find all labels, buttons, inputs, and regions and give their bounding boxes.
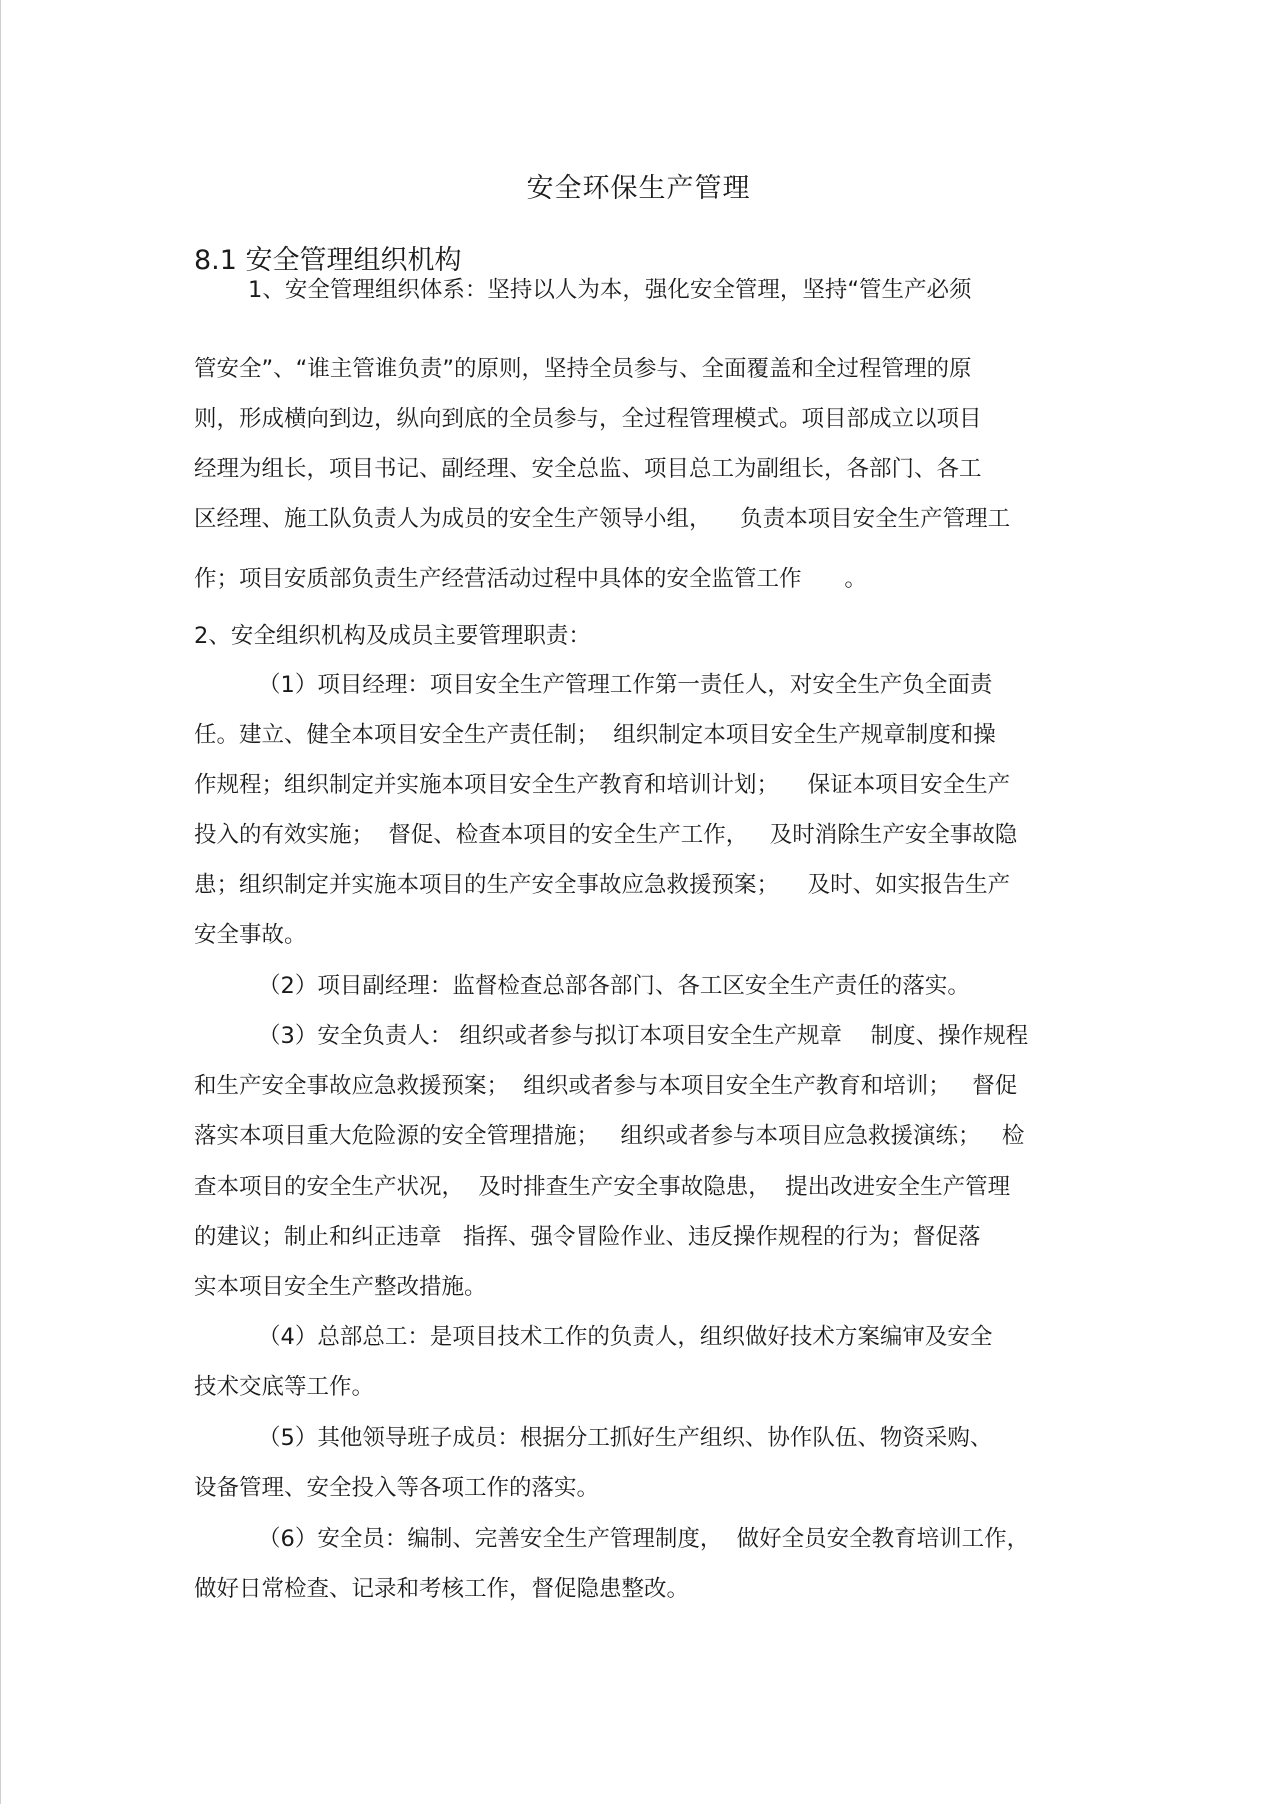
body-line-10: 作规程；组织制定并实施本项目安全生产教育和培训计划； 保证本项目安全生产 [194, 772, 1011, 798]
body-line-6: 作；项目安质部负责生产经营活动过程中具体的安全监管工作 。 [194, 566, 867, 592]
body-line-3: 则，形成横向到边，纵向到底的全员参与，全过程管理模式。项目部成立以项目 [194, 406, 982, 432]
body-line-7: 2、安全组织机构及成员主要管理职责： [194, 623, 591, 649]
body-line-20: 实本项目安全生产整改措施。 [194, 1274, 487, 1300]
body-line-17: 落实本项目重大危险源的安全管理措施； 组织或者参与本项目应急救援演练； 检 [194, 1123, 1025, 1149]
section-heading: 8.1 安全管理组织机构 [194, 245, 462, 276]
body-line-12: 患；组织制定并实施本项目的生产安全事故应急救援预案； 及时、如实报告生产 [194, 872, 1011, 898]
body-line-22: 技术交底等工作。 [194, 1374, 375, 1400]
body-line-25: （6）安全员：编制、完善安全生产管理制度， 做好全员安全教育培训工作， [258, 1526, 1030, 1552]
body-line-26: 做好日常检查、记录和考核工作，督促隐患整改。 [194, 1576, 690, 1602]
body-line-11: 投入的有效实施； 督促、检查本项目的安全生产工作， 及时消除生产安全事故隐 [194, 822, 1018, 848]
body-line-21: （4）总部总工：是项目技术工作的负责人，组织做好技术方案编审及安全 [258, 1324, 993, 1350]
body-line-5: 区经理、施工队负责人为成员的安全生产领导小组， 负责本项目安全生产管理工 [194, 506, 1011, 532]
body-line-16: 和生产安全事故应急救援预案； 组织或者参与本项目安全生产教育和培训； 督促 [194, 1073, 1018, 1099]
body-line-1: 1、安全管理组织体系：坚持以人为本，强化安全管理，坚持“管生产必须 [248, 277, 972, 303]
body-line-2: 管安全”、“谁主管谁负责”的原则，坚持全员参与、全面覆盖和全过程管理的原 [194, 356, 972, 382]
page-title: 安全环保生产管理 [526, 173, 751, 204]
body-line-15: （3）安全负责人： 组织或者参与拟订本项目安全生产规章 制度、操作规程 [258, 1023, 1029, 1049]
body-line-23: （5）其他领导班子成员：根据分工抓好生产组织、协作队伍、物资采购、 [258, 1425, 993, 1451]
body-line-9: 任。建立、健全本项目安全生产责任制； 组织制定本项目安全生产规章制度和操 [194, 722, 996, 748]
body-line-8: （1）项目经理：项目安全生产管理工作第一责任人，对安全生产负全面责 [258, 672, 993, 698]
body-line-13: 安全事故。 [194, 922, 307, 948]
body-line-14: （2）项目副经理：监督检查总部各部门、各工区安全生产责任的落实。 [258, 973, 970, 999]
body-line-4: 经理为组长，项目书记、副经理、安全总监、项目总工为副组长，各部门、各工 [194, 456, 982, 482]
body-line-19: 的建议；制止和纠正违章 指挥、强令冒险作业、违反操作规程的行为；督促落 [194, 1224, 981, 1250]
body-line-18: 查本项目的安全生产状况， 及时排查生产安全事故隐患， 提出改进安全生产管理 [194, 1174, 1011, 1200]
body-line-24: 设备管理、安全投入等各项工作的落实。 [194, 1475, 600, 1501]
